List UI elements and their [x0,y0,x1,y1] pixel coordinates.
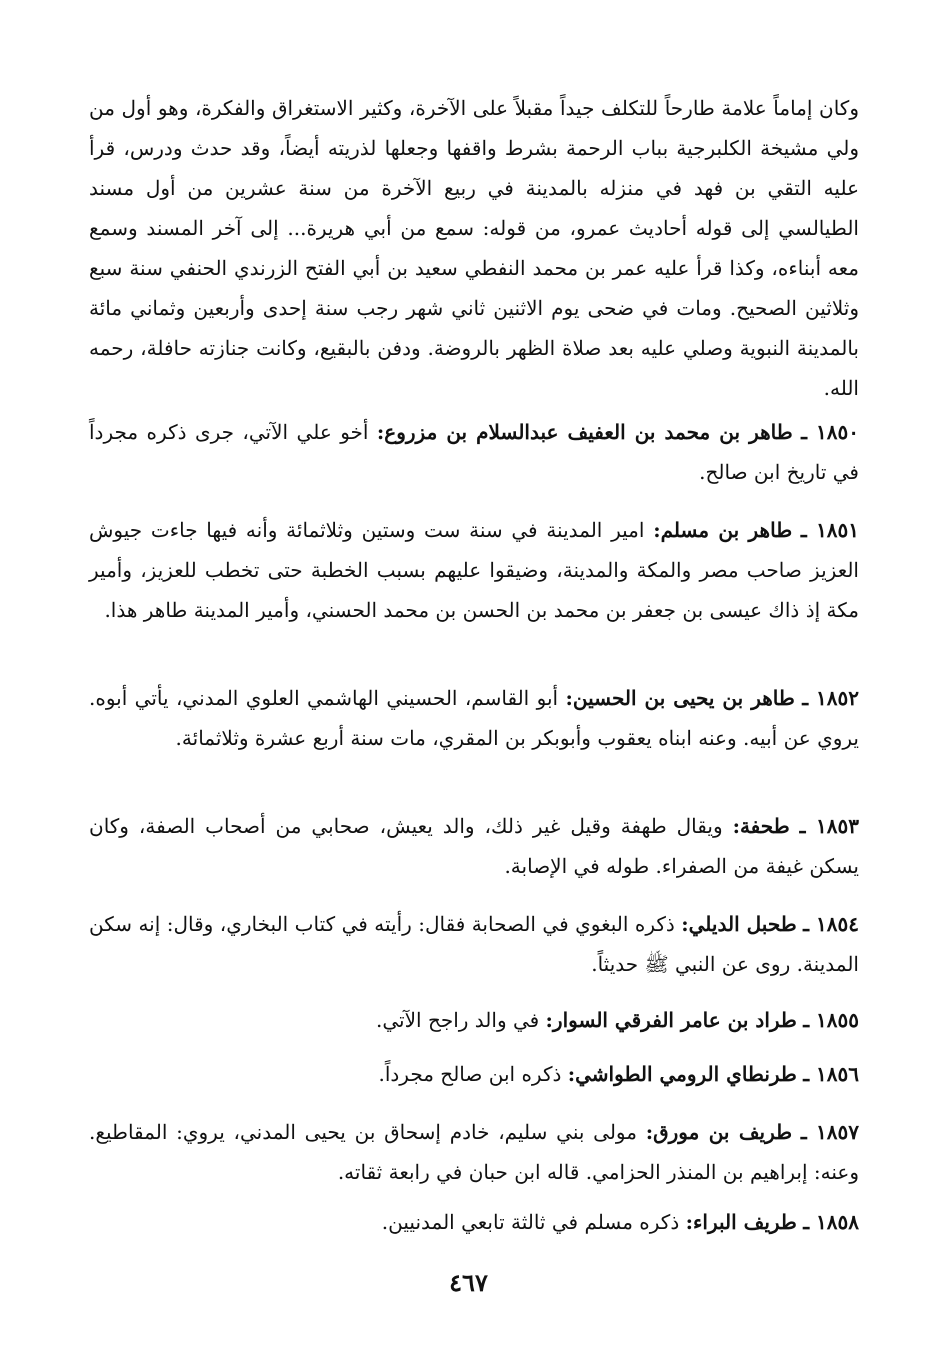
entry-name: طحبل الديلي: [681,912,797,936]
entry-text: امير المدينة في سنة ست وستين وثلاثمائة وأنه فيها جاءت جيوش العزيز صاحب مصر والمكة والمدينة، وضيقوا عليهم بسبب الخطبة حتى تخطب للعزيز، وأمير مكة إذ ذاك عيسى بن جعفر بن محمد بن الحسن بن محمد الحسني، وأمير المدينة طاهر هذا. [89,518,859,622]
entry-text: ويقال طهفة وقيل غير ذلك، والد يعيش، صحابي من أصحاب الصفة، وكان يسكن غيفة من الصفراء. طوله في الإصابة. [89,814,859,878]
entry-text: ذكره مسلم في ثالثة تابعي المدنيين. [381,1210,680,1234]
entry-text: مولى بني سليم، خادم إسحاق بن يحيى المدني، يروي: المقاطيع. وعنه: إبراهيم بن المنذر الحزامي. قاله ابن حبان في رابعة ثقاته. [89,1120,859,1184]
entry-1852 [89,678,859,758]
entry-name: طاهر بن مسلم: [653,518,793,542]
entry-1850 [89,412,859,492]
entry-name: طاهر بن محمد بن العفيف عبدالسلام بن مزروع: [376,420,793,444]
entry-1857 [89,1112,859,1192]
entry-1854 [89,904,859,984]
entry-name: طراد بن عامر الفرقي السوار: [545,1008,797,1032]
page-number: ٤٦٧ [449,1268,488,1297]
entry-1858 [89,1202,859,1242]
entry-text: في والد راجح الآتي. [376,1008,540,1032]
entry-name: طحفة: [732,814,790,838]
entry-number: ١٨٥٦ ـ [803,1062,859,1086]
entry-number: ١٨٥٣ ـ [799,814,860,838]
entry-text: أبو القاسم، الحسيني الهاشمي العلوي المدني، يأتي أبوه. يروي عن أبيه. وعنه ابناه يعقوب وأبوبكر بن المقري، مات سنة أربع عشرة وثلاثمائة. [89,686,859,750]
entry-number: ١٨٥٢ ـ [802,686,860,710]
entry-number: ١٨٥٧ ـ [800,1120,859,1144]
entry-name: طريف بن مورق: [645,1120,793,1144]
entry-1853 [89,806,859,886]
entry-1855 [89,1000,859,1040]
entry-number: ١٨٥٥ ـ [803,1008,859,1032]
intro-paragraph: وكان إماماً علامة طارحاً للتكلف جيداً مقبلاً على الآخرة، وكثير الاستغراق والفكرة، وهو أول من ولي مشيخة الكلبرجية بباب الرحمة بشرط واقفها وجعلها لذريته أيضاً، وقد حدث ودرس، قرأ عليه التقي بن فهد في منزله بالمدينة في ربيع الآخرة من سنة عشرين من أول مسند الطيالسي إلى قوله أحاديث عمرو، من قوله: سمع من أبي هريرة... إلى آخر المسند وسمع معه أبناءه، وكذا قرأ عليه عمر بن محمد النفطي سعيد بن أبي الفتح الزرندي الحنفي سنة سبع وثلاثين الصحيح. ومات في ضحى يوم الاثنين ثاني شهر رجب سنة إحدى وأربعين وثماني مائة بالمدينة النبوية وصلي عليه بعد صلاة الظهر بالروضة. ودفن بالبقيع، وكانت جنازته حافلة، رحمه الله. [89,96,859,400]
entry-number: ١٨٥٨ ـ [803,1210,859,1234]
entry-text: ذكره البغوي في الصحابة فقال: رأيته في كتاب البخاري، وقال: إنه سكن المدينة. روى عن النبي ﷺ حديثاً. [89,912,859,976]
entry-name: طرنطاي الرومي الطواشي: [567,1062,797,1086]
entry-1856 [89,1054,859,1094]
entry-number: ١٨٥١ ـ [800,518,860,542]
entry-name: طريف البراء: [685,1210,797,1234]
entry-number: ١٨٥٤ ـ [803,912,859,936]
entry-name: طاهر بن يحيى بن الحسين: [565,686,795,710]
entry-text: أخو علي الآتي، جرى ذكره مجرداً في تاريخ ابن صالح. [89,420,859,484]
entry-1851 [89,510,859,630]
entry-number: ١٨٥٠ ـ [801,420,860,444]
entry-text: ذكره ابن صالح مجرداً. [378,1062,562,1086]
